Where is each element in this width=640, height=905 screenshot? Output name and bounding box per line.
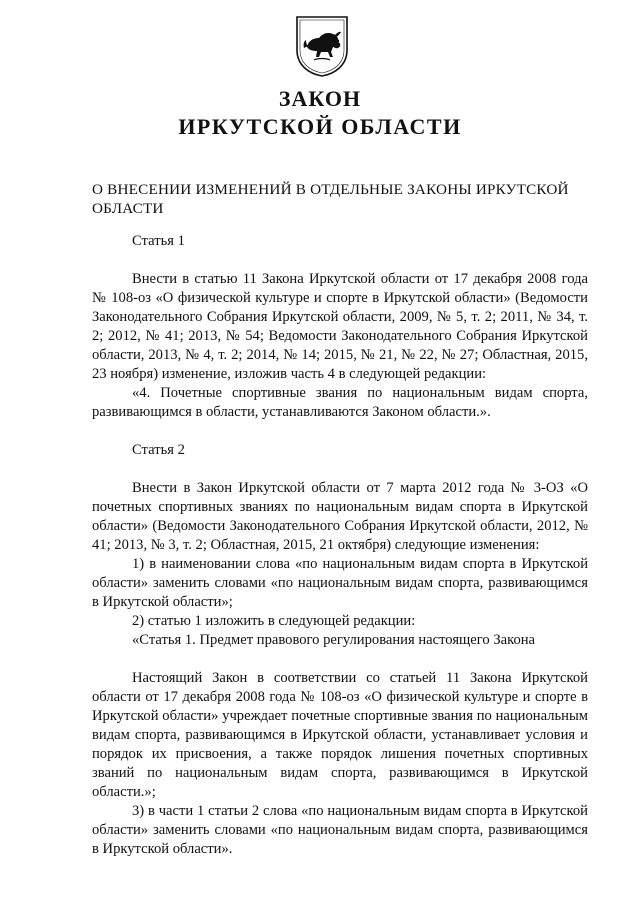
article-2-quoted-heading: «Статья 1. Предмет правового регулирования настоящего Закона xyxy=(132,632,536,648)
document-body xyxy=(92,232,588,859)
article-2-item-2: 2) статью 1 изложить в следующей редакции: xyxy=(132,613,416,629)
article-1-quote: «4. Почетные спортивные звания по национальным видам спорта, развивающимся в области, устанавливаются Законом области.». xyxy=(92,385,588,420)
title-line-1: ЗАКОН xyxy=(278,86,362,111)
article-1-paragraph: Внести в статью 11 Закона Иркутской области от 17 декабря 2008 года № 108-оз «О физической культуре и спорте в Иркутской области» (Ведомости Законодательного Собрания Иркутской области, 2009, № 5, т. 2; 2011, № 34, т. 2; 2012, № 41; 2013, № 54; Ведомости Законодательного Собрания Иркутской области, 2013, № 4, т. 2; 2014, № 14; 2015, № 21, № 22, № 27; Областная, 2015, 23 ноября) изменение, изложив часть 4 в следующей редакции: xyxy=(92,271,588,382)
law-subject: О ВНЕСЕНИИ ИЗМЕНЕНИЙ В ОТДЕЛЬНЫЕ ЗАКОНЫ ИРКУТСКОЙ ОБЛАСТИ xyxy=(92,181,569,217)
article-2-item-3: 3) в части 1 статьи 2 слова «по национальным видам спорта в Иркутской области» заменить словами «по национальным видам спорта, развивающимся в Иркутской области». xyxy=(92,803,588,857)
coat-of-arms-icon xyxy=(294,14,350,78)
article-2-item-1: 1) в наименовании слова «по национальным видам спорта в Иркутской области» заменить словами «по национальным видам спорта, развивающимся в Иркутской области»; xyxy=(92,556,588,610)
title-line-2: ИРКУТСКОЙ ОБЛАСТИ xyxy=(178,114,462,139)
article-2-quoted-text: Настоящий Закон в соответствии со статьей 11 Закона Иркутской области от 17 декабря 2008 года № 108-оз «О физической культуре и спорте в Иркутской области» учреждает почетные спортивные звания по национальным видам спорта, развивающимся в Иркутской области, устанавливает условия и порядок их присвоения, а также порядок лишения почетных спортивных званий по национальным видам спорта, развивающимся в Иркутской области.»; xyxy=(92,670,588,800)
article-1-heading: Статья 1 xyxy=(132,233,185,249)
article-2-heading: Статья 2 xyxy=(132,442,185,458)
article-2-paragraph: Внести в Закон Иркутской области от 7 марта 2012 года № 3-ОЗ «О почетных спортивных званиях по национальным видам спорта в Иркутской области» (Ведомости Законодательного Собрания Иркутской области, 2012, № 41; 2013, № 3, т. 2; Областная, 2015, 21 октября) следующие изменения: xyxy=(92,480,588,553)
